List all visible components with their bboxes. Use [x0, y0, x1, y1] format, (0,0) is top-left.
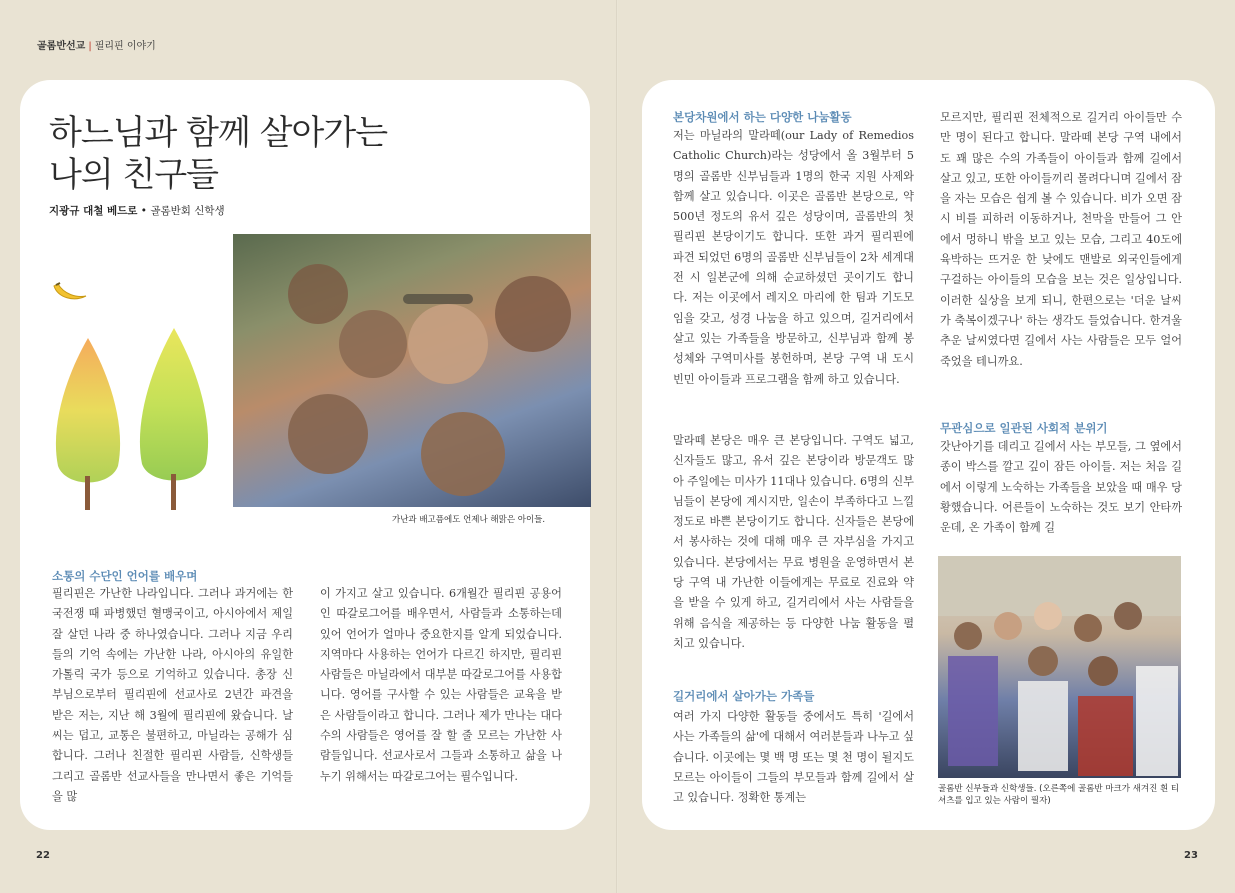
byline-affiliation: • 골롬반회 신학생: [137, 205, 225, 217]
page-number-left: 22: [36, 850, 50, 861]
children-photo-caption: 가난과 배고픔에도 언제나 해맑은 아이들.: [392, 515, 546, 525]
right-column-2-text-a: 모르지만, 필리핀 전체적으로 길거리 아이들만 수만 명이 된다고 합니다. 말라떼 본당 구역 내에서도 꽤 많은 수의 가족들이 아이들과 함께 길에서 살고 있고, 또한 아이들끼리 몰려다니며 길에서 잠을 자는 모습은 쉽게 볼 수 있습니다. 비가 오면 잠시 비를 피하러 이동하거나, 천막을 만들어 그 안에서 멍하니 밖을 보고 있는 모습, 그리고 40도에 육박하는 뜨거운 한 낮에도 맨발로 외국인들에게 구걸하는 아이들의 모습을 보는 것은 일상입니다. 이러한 실상을 보게 되니, 한편으로는 '더운 날씨가 축복이겠구나' 하는 생각도 들었습니다. 한겨울 추운 날씨였다면 길에서 사는 사람들은 모두 얼어 죽었을 테니까요.: [940, 111, 1182, 368]
section-heading-street-families: 길거리에서 살아가는 가족들: [673, 689, 815, 703]
tree-illustration-left: [48, 336, 128, 512]
right-column-2-text-b: 갓난아기를 데리고 길에서 사는 부모들, 그 옆에서 종이 박스를 깔고 깊이 잠든 아이들. 저는 처음 길에서 이렇게 노숙하는 가족들을 보았을 때 매우 당황했습니다. 어른들이 노숙하는 것도 보기 안타까운데, 온 가족이 함께 길: [940, 440, 1182, 535]
article-title: [49, 112, 387, 196]
left-column-2-text: 이 가지고 살고 있습니다. 6개월간 필리핀 공용어인 따갈로그어를 배우면서, 사람들과 소통하는데 있어 언어가 얼마나 중요한지를 알게 되었습니다. 지역마다 사용하는 언어가 다르긴 하지만, 필리핀 사람들은 마닐라에서 대부분 따갈로그어를 사용합니다. 영어를 구사할 수 있는 사람들은 교육을 받은 사람들이라고 합니다. 그러나 제가 만나는 대다수의 사람들은 영어를 잘 할 줄 모르는 가난한 사람들입니다. 선교사로서 그들과 소통하고 삶을 나누기 위해서는 따갈로그어는 필수입니다.: [320, 587, 562, 783]
spread-divider: [616, 0, 618, 893]
section-heading-parish: 본당차원에서 하는 다양한 나눔활동: [673, 110, 852, 124]
group-photo: [938, 556, 1181, 778]
header-subsection: 필리핀 이야기: [94, 41, 156, 52]
byline-author: 지광규 대철 베드로: [49, 205, 138, 217]
right-column-1-text-b: 말라떼 본당은 매우 큰 본당입니다. 구역도 넓고, 신자들도 많고, 유서 깊은 본당이라 방문객도 많아 주일에는 미사가 11대나 있습니다. 6명의 신부님들이 본당에 계시지만, 일손이 부족하다고 느낄 정도로 바쁜 본당이기도 합니다. 신자들은 본당에서 봉사하는 것에 대해 매우 큰 자부심을 가지고 있습니다. 본당에서는 무료 병원을 운영하면서 본당 구역 내 가난한 이들에게는 무료로 진료와 약을 받을 수 있게 하고, 길거리에서 사는 사람들을 위해 음식을 제공하는 등 다양한 나눔 활동을 펼치고 있습니다.: [673, 434, 914, 650]
right-column-1-text-c: 여러 가지 다양한 활동들 중에서도 특히 '길에서 사는 가족들의 삶'에 대해서 여러분들과 나누고 싶습니다. 이곳에는 몇 백 명 또는 몇 천 명이 될지도 모르는 아이들이 그들의 부모들과 함께 길에서 살고 있습니다. 정확한 통계는: [673, 710, 914, 805]
header-separator: |: [88, 41, 92, 52]
right-column-1-text-a: 저는 마닐라의 말라떼(our Lady of Remedios Catholic Church)라는 성당에서 올 3월부터 5명의 골롬반 신부님들과 1명의 한국 지원 사제와 함께 살고 있습니다. 이곳은 골롬반 본당으로, 약 500년 정도의 유서 깊은 성당이며, 골롬반의 첫 필리핀 본당이기도 합니다. 또한 과거 필리핀에 파견 되었던 6명의 골롬반 신부님들이 2차 세계대전 시 일본군에 의해 순교하셨던 곳이기도 합니다. 저는 이곳에서 레지오 마리에 한 팀과 기도모임을 갖고, 성경 나눔을 하고 있으며, 길거리에서 살고 있는 가족들을 방문하고, 신부님과 함께 봉성체와 구역미사를 봉헌하며, 본당 구역 내 도시 빈민 아이들과 프로그램을 함께 하고 있습니다.: [673, 129, 914, 386]
group-photo-caption: 골롬반 신부들과 신학생들. (오른쪽에 골롬반 마크가 새겨진 흰 티셔츠를 입고 있는 사람이 필자): [938, 784, 1180, 806]
left-column-1-text: 필리핀은 가난한 나라입니다. 그러나 과거에는 한국전쟁 때 파병했던 혈맹국이고, 아시아에서 제일 잘 살던 나라 중 하나였습니다. 그러나 지금 우리들의 기억 속에는 가난한 나라, 아시아의 유일한 가톨릭 국가 등으로 기억하고 있습니다. 총장 신부님으로부터 필리핀에 선교사로 2년간 파견을 받은 저는, 지난 해 3월에 필리핀에 왔습니다. 날씨는 덥고, 교통은 불편하고, 마닐라는 공해가 심합니다. 그러나 친절한 필리핀 사람들, 신학생들 그리고 골롬반 선교사들을 만나면서 좋은 기억들을 많: [52, 587, 293, 803]
page-number-right: 23: [1184, 850, 1198, 861]
header-section: 골롬반선교: [37, 41, 86, 52]
byline: [49, 203, 225, 218]
running-header: [37, 37, 156, 52]
section-heading-language: 소통의 수단인 언어를 배우며: [52, 569, 198, 583]
title-line-1: 하느님과 함께 살아가는: [49, 113, 388, 153]
section-heading-indifference: 무관심으로 일관된 사회적 분위기: [940, 421, 1108, 435]
tree-illustration-right: [132, 326, 216, 512]
banana-illustration: [52, 282, 88, 304]
title-line-2: 나의 친구들: [49, 155, 219, 195]
children-photo: [233, 234, 591, 507]
